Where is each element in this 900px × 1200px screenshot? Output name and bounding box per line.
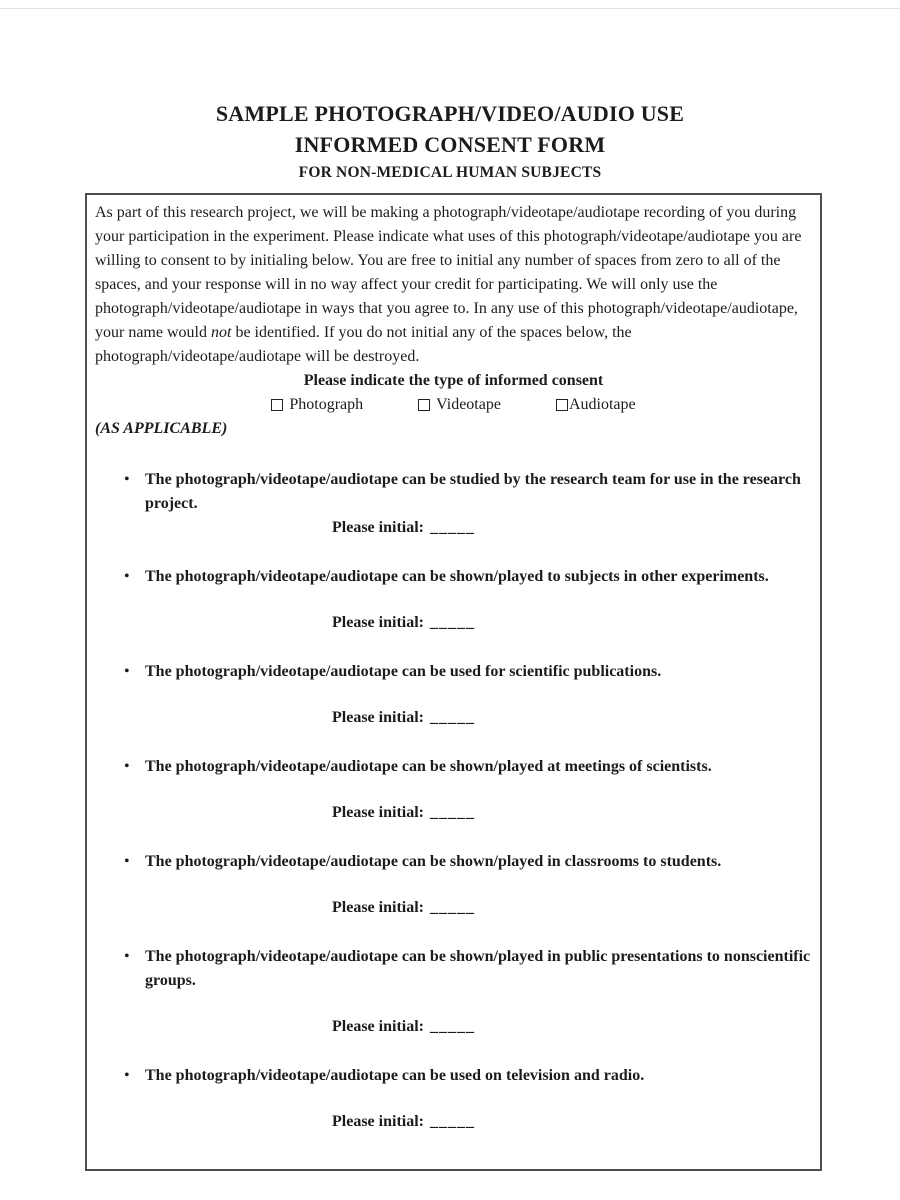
initial-label: Please initial: (332, 614, 424, 631)
initial-line (95, 516, 812, 540)
initial-blank-field[interactable]: _____ (429, 804, 475, 821)
initial-blank-field[interactable]: _____ (429, 519, 475, 536)
consent-form-box (85, 193, 822, 1171)
audiotape-checkbox-icon[interactable] (556, 399, 568, 411)
bullet-icon: • (124, 758, 130, 775)
consent-item (95, 945, 812, 1039)
initial-label: Please initial: (332, 1113, 424, 1130)
consent-item-text: The photograph/videotape/audiotape can be used on television and radio. (145, 1067, 645, 1084)
consent-item-text: The photograph/videotape/audiotape can be shown/played in classrooms to students. (145, 853, 722, 870)
consent-item (95, 660, 812, 730)
intro-paragraph (95, 201, 812, 369)
consent-type-options (95, 393, 812, 417)
intro-text-part1: As part of this research project, we will be making a photograph/videotape/audiotape recording of you during your participation in the experiment. Please indicate what uses of this photograph/videotape/audiotape you are willing to consent to by initialing below. You are free to initial any number of spaces from zero to all of the spaces, and your response will in no way affect your credit for participating. We will only use the photograph/videotape/audiotape in ways that you agree to. In any use of this photograph/videotape/audiotape, your name would (95, 204, 802, 341)
bullet-icon: • (124, 1067, 130, 1084)
consent-item (95, 468, 812, 540)
document-header (0, 0, 900, 185)
consent-item-text: The photograph/videotape/audiotape can be shown/played in public presentations to nonscientific groups. (145, 948, 811, 989)
consent-item-text: The photograph/videotape/audiotape can be shown/played at meetings of scientists. (145, 758, 712, 775)
bullet-icon: • (124, 568, 130, 585)
initial-line (95, 1015, 812, 1039)
intro-emphasis-not: not (210, 324, 232, 341)
page-title-line1: SAMPLE PHOTOGRAPH/VIDEO/AUDIO USE (215, 101, 685, 126)
bullet-icon: • (124, 948, 130, 965)
consent-item (95, 850, 812, 920)
initial-line (95, 706, 812, 730)
initial-blank-field[interactable]: _____ (429, 614, 475, 631)
initial-label: Please initial: (332, 899, 424, 916)
photograph-checkbox-icon[interactable] (271, 399, 283, 411)
as-applicable-note: (AS APPLICABLE) (95, 420, 228, 437)
bullet-icon: • (124, 853, 130, 870)
initial-line (95, 896, 812, 920)
initial-line (95, 1110, 812, 1134)
bullet-icon: • (124, 471, 130, 488)
intro-text-part2: be identified. If you do not initial any of the spaces below, the photograph/videotape/audiotape will be destroyed. (95, 324, 632, 365)
page-title-line2: INFORMED CONSENT FORM (294, 132, 606, 157)
initial-blank-field[interactable]: _____ (429, 1113, 475, 1130)
initial-label: Please initial: (332, 804, 424, 821)
consent-item-text: The photograph/videotape/audiotape can be used for scientific publications. (145, 663, 662, 680)
consent-items-list (95, 468, 812, 1134)
initial-label: Please initial: (332, 709, 424, 726)
initial-blank-field[interactable]: _____ (429, 899, 475, 916)
consent-item (95, 1064, 812, 1134)
consent-item-text: The photograph/videotape/audiotape can be shown/played to subjects in other experiments. (145, 568, 769, 585)
photograph-option[interactable] (271, 393, 363, 417)
initial-line (95, 611, 812, 635)
videotape-option-label: Videotape (436, 396, 501, 413)
audiotape-option[interactable] (556, 393, 636, 417)
initial-line (95, 801, 812, 825)
consent-item-text: The photograph/videotape/audiotape can be studied by the research team for use in the research project. (145, 471, 801, 512)
videotape-option[interactable] (418, 393, 501, 417)
videotape-checkbox-icon[interactable] (418, 399, 430, 411)
consent-item (95, 565, 812, 635)
initial-label: Please initial: (332, 1018, 424, 1035)
consent-type-heading: Please indicate the type of informed consent (303, 372, 604, 389)
audiotape-option-label: Audiotape (568, 396, 636, 413)
photograph-option-label: Photograph (289, 396, 364, 413)
initial-label: Please initial: (332, 519, 424, 536)
page-edge-line (0, 8, 900, 9)
bullet-icon: • (124, 663, 130, 680)
initial-blank-field[interactable]: _____ (429, 1018, 475, 1035)
page-title-line3: FOR NON-MEDICAL HUMAN SUBJECTS (298, 164, 602, 181)
consent-item (95, 755, 812, 825)
initial-blank-field[interactable]: _____ (429, 709, 475, 726)
